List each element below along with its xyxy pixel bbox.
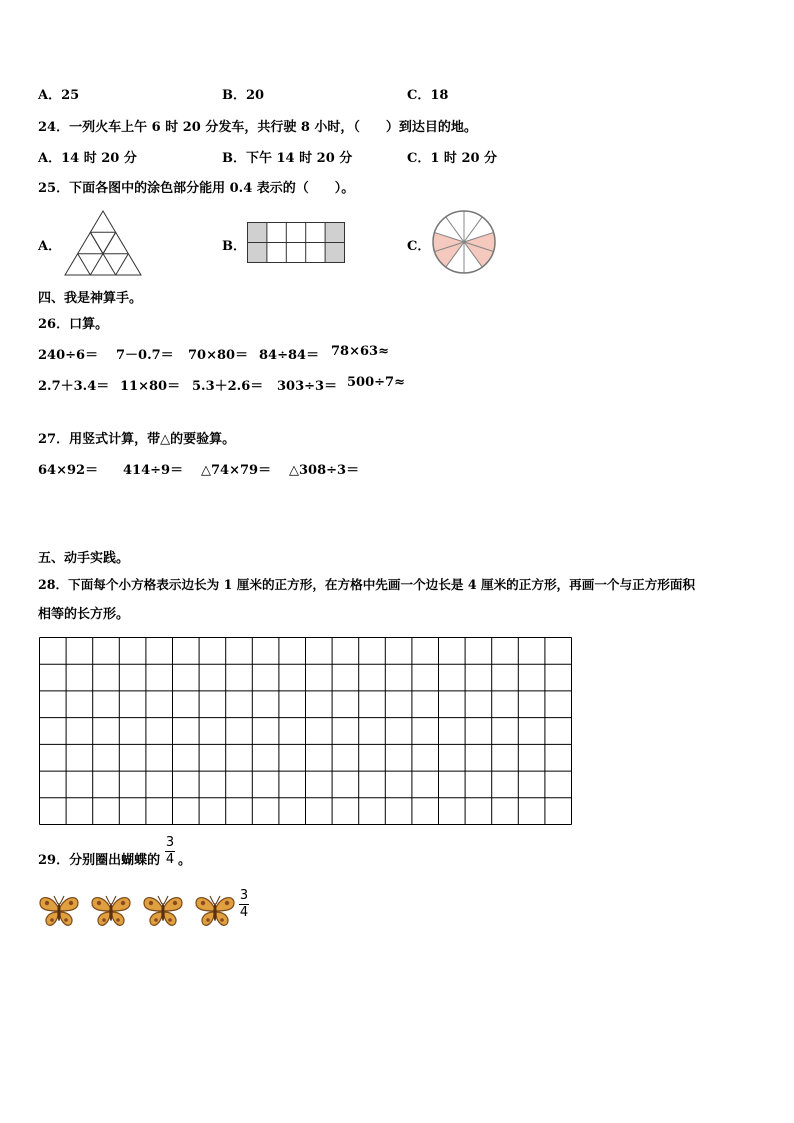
calc-item: 5.3＋2.6＝: [192, 379, 264, 394]
q24-option-b: B．下午 14 时 20 分: [222, 151, 353, 166]
calc-item: △74×79＝: [201, 463, 272, 478]
calc-item: 303÷3＝: [277, 379, 338, 394]
q23-option-a: A．25: [38, 88, 80, 103]
calc-item: 414÷9＝: [123, 463, 184, 478]
section-4-title: 四、我是神算手。: [38, 291, 143, 306]
section-5-title: 五、动手实践。: [38, 551, 130, 566]
q29-end: 。: [178, 853, 192, 868]
q23-option-b: B．20: [222, 88, 265, 103]
q25-option-c: C．: [407, 239, 431, 254]
butterfly-icon: [194, 893, 236, 933]
q27-question: 27．用竖式计算，带△的要验算。: [38, 432, 236, 447]
calc-item: 500÷7≈: [347, 375, 405, 390]
q29-question: [38, 849, 160, 868]
fraction-numerator: 3: [165, 835, 175, 850]
calc-item: 240÷6＝: [38, 348, 99, 363]
calc-item: 7－0.7＝: [116, 348, 174, 363]
calc-item: 64×92＝: [38, 463, 99, 478]
butterfly-fraction: [239, 889, 249, 920]
q24-option-a: A．14 时 20 分: [38, 151, 137, 166]
butterfly-icon: [90, 893, 132, 933]
fraction-denominator: 4: [165, 852, 175, 867]
calc-item: 78×63≈: [331, 344, 389, 359]
q25-option-b: B．: [222, 239, 246, 254]
q25-option-a: A．: [38, 239, 62, 254]
fraction-denominator: 4: [239, 905, 249, 920]
rectangle-grid-figure: [247, 222, 347, 263]
q24-question: 24．一列火车上午 6 时 20 分发车，共行驶 8 小时，（ ）到达目的地。: [38, 120, 477, 135]
triangle-figure: [64, 210, 142, 276]
fraction-numerator: 3: [239, 888, 249, 903]
calc-item: 84÷84＝: [259, 348, 320, 363]
q26-question: 26．口算。: [38, 317, 109, 332]
circle-figure: [430, 209, 498, 275]
q23-option-c: C．18: [407, 88, 449, 103]
calc-item: 11×80＝: [120, 379, 181, 394]
calc-item: △308÷3＝: [289, 463, 360, 478]
q29-fraction: [165, 836, 175, 867]
q25-question: 25．下面各图中的涂色部分能用 0.4 表示的（ ）。: [38, 181, 355, 196]
butterfly-icon: [142, 893, 184, 933]
q24-option-c: C．1 时 20 分: [407, 151, 498, 166]
q28-question-line2: 相等的长方形。: [38, 607, 130, 622]
calc-item: 2.7＋3.4＝: [38, 379, 110, 394]
calc-item: 70×80＝: [188, 348, 249, 363]
butterfly-icon: [38, 893, 80, 933]
drawing-grid[interactable]: [39, 637, 572, 825]
q29-text: 29．分别圈出蝴蝶的: [38, 853, 161, 868]
q28-question-line1: 28．下面每个小方格表示边长为 1 厘米的正方形，在方格中先画一个边长是 4 厘米的正方形，再画一个与正方形面积: [38, 577, 696, 592]
